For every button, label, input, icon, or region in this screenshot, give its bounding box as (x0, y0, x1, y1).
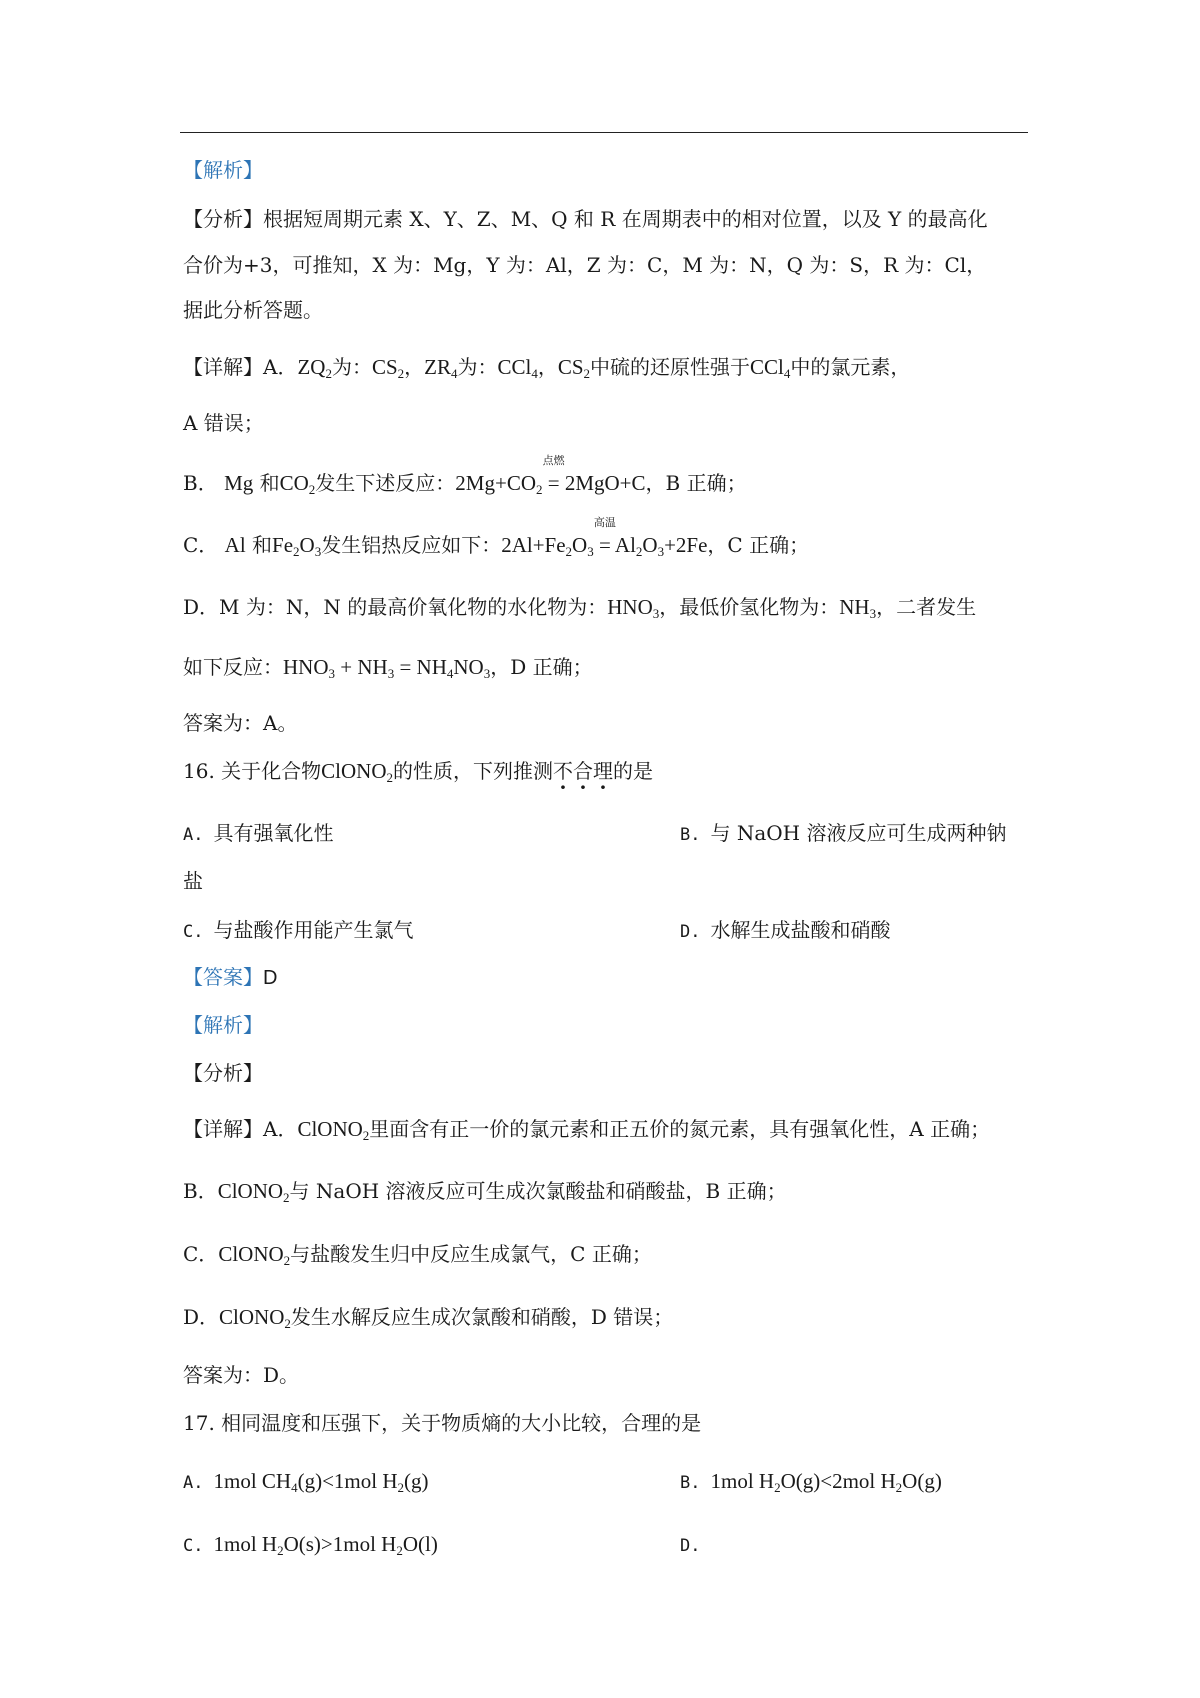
answer-heading: 【答案】D (183, 965, 278, 989)
detail-c-line: C． Al 和$Fe_2O_3$发生铝热反应如下：$2Al+Fe_2O_3$ 高温 = $Al_2O_3+2Fe$，C 正确； (183, 530, 809, 560)
detail2-b-line: B．ClONO$_2$与 NaOH 溶液反应可生成次氯酸盐和硝酸盐，B 正确； (183, 1179, 787, 1205)
q17-option-b: B. 1mol $H_2O(g)<2mol$ $H_2O(g)$ (680, 1469, 942, 1495)
analysis-line-2: 合价为+3，可推知，X 为：Mg，Y 为：Al，Z 为：C，M 为：N，Q 为：S，R 为：Cl， (183, 253, 987, 277)
question-16: 16. 关于化合物ClONO$_2$的性质，下列推测不合理的是 (183, 759, 654, 785)
q16-option-c: C. 与盐酸作用能产生氯气 (183, 918, 414, 942)
q16-option-a: A. 具有强氧化性 (183, 821, 334, 845)
detail2-d-line: D．ClONO$_2$发生水解反应生成次氯酸和硝酸，D 错误； (183, 1305, 674, 1331)
header-rule (180, 132, 1028, 133)
question-17: 17. 相同温度和压强下，关于物质熵的大小比较，合理的是 (183, 1411, 702, 1435)
analysis-line-1: 【分析】根据短周期元素 X、Y、Z、M、Q 和 R 在周期表中的相对位置，以及 Y 的最高化 (183, 207, 988, 231)
detail-d-line-2: 如下反应：$HNO_3 + NH_3 = NH_4NO_3$，D 正确； (183, 655, 593, 681)
q17-option-a: A. 1mol $CH_4(g)<1mol$ $H_2(g)$ (183, 1469, 429, 1495)
detail-a-line-1: 【详解】A．$ZQ_2$为：$CS_2$，$ZR_4$为：CCl$_4$，$CS_2$中硫的还原性强于CCl$_4$中的氯元素， (183, 355, 911, 381)
answer-line-1: 答案为：A。 (183, 711, 298, 735)
detail-d-line-1: D．M 为：N，N 的最高价氧化物的水化物为：$HNO_3$，最低价氢化物为：$NH_3$，二者发生 (183, 595, 977, 621)
condition-high-temp: 高温 (593, 517, 616, 529)
detail2-a-line: 【详解】A．ClONO$_2$里面含有正一价的氯元素和正五价的氮元素，具有强氧化性，A 正确； (183, 1117, 991, 1143)
answer-line-2: 答案为：D。 (183, 1363, 300, 1387)
q16-option-b: B. 与 NaOH 溶液反应可生成两种钠 (680, 821, 1007, 845)
analysis-heading-2: 【分析】 (183, 1061, 263, 1085)
detail2-c-line: C．ClONO$_2$与盐酸发生归中反应生成氯气，C 正确； (183, 1242, 652, 1268)
q17-option-c: C. 1mol $H_2O(s)>1mol$ $H_2O(l)$ (183, 1532, 438, 1558)
q17-option-d: D. (680, 1536, 701, 1556)
detail-b-line: B． Mg 和$CO_2$发生下述反应：$2Mg+CO_2$ 点燃 = 2MgO+C，B 正确； (183, 468, 747, 498)
q16-option-d: D. 水解生成盐酸和硝酸 (680, 918, 891, 942)
condition-ignite: 点燃 (542, 455, 565, 467)
detail-a-line-2: A 错误； (183, 411, 264, 435)
jiexi-heading-1: 【解析】 (183, 158, 263, 182)
jiexi-heading-2: 【解析】 (183, 1013, 263, 1037)
q16-option-b-wrap: 盐 (183, 869, 203, 893)
analysis-line-3: 据此分析答题。 (183, 298, 323, 322)
